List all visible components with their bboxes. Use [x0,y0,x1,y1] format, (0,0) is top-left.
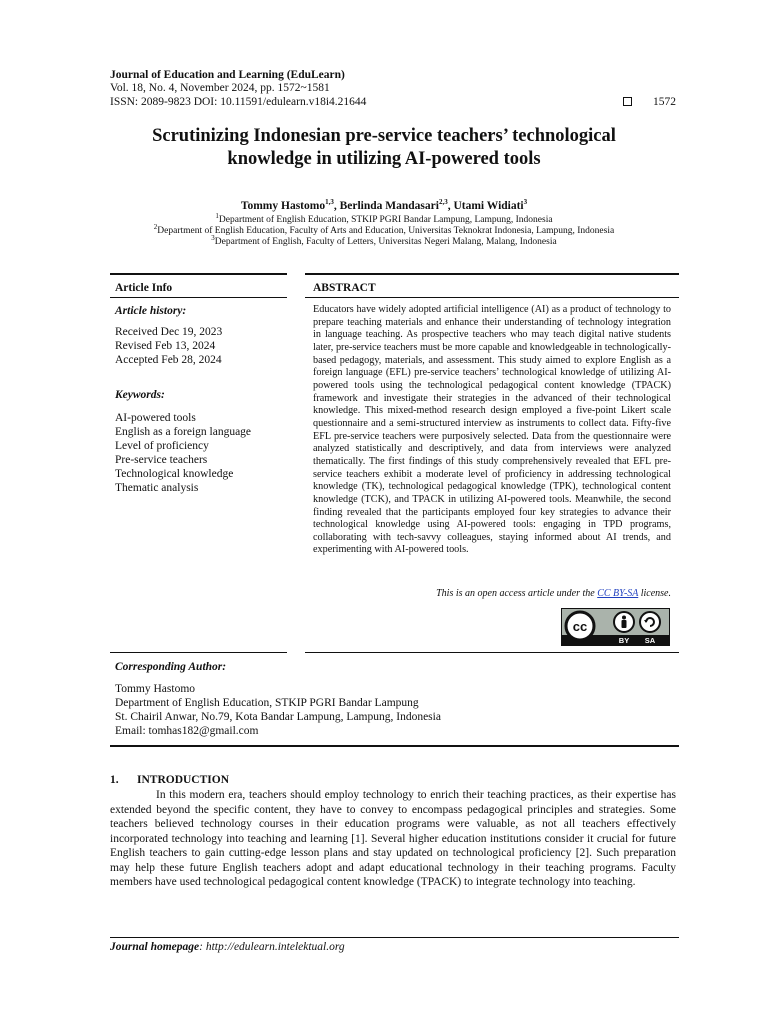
intro-number: 1. [110,774,119,786]
keyword-item: Thematic analysis [115,482,199,494]
keyword-item: Level of proficiency [115,440,209,452]
article-info-top-rule [110,273,287,275]
affiliation-sup: 3 [211,234,215,242]
affiliation-text: Department of English Education, STKIP PGRI Bandar Lampung, Lampung, Indonesia [218,215,553,226]
author-sup: 1,3 [325,198,334,206]
article-info-bottom-rule [110,652,287,653]
corresponding-line: Email: tomhas182@gmail.com [115,725,259,737]
footer-url[interactable]: : http://edulearn.intelektual.org [199,941,345,953]
corresponding-line: Tommy Hastomo [115,683,196,695]
author-list [100,198,668,212]
history-list [115,325,222,367]
paper-title [100,125,668,171]
corresponding-line: Department of English Education, STKIP PGRI Bandar Lampung [115,697,419,709]
corresponding-bottom-rule [110,745,679,747]
license-link[interactable]: CC BY-SA [597,588,639,599]
paper-title-line-2: knowledge in utilizing AI-powered tools [227,149,541,169]
article-info-heading: Article Info [115,282,173,294]
corresponding-line: St. Chairil Anwar, No.79, Kota Bandar Lampung, Lampung, Indonesia [115,711,441,723]
open-access-note [436,588,671,599]
abstract-top-rule [305,273,679,275]
cc-sa-label: SA [644,636,656,645]
history-item: Accepted Feb 28, 2024 [115,354,222,366]
author-name: Tommy Hastomo [240,199,326,212]
abstract-bottom-rule [305,652,679,653]
paper-title-line-1: Scrutinizing Indonesian pre-service teachers’ technological [152,126,616,146]
license-prefix: This is an open access article under the [436,588,598,599]
affiliation-sup: 2 [153,223,158,231]
corresponding-details [115,682,441,738]
history-item: Revised Feb 13, 2024 [115,340,216,352]
author-name: Berlinda Mandasari [339,199,439,212]
author-sep: , [447,199,454,212]
journal-volume: Vol. 18, No. 4, November 2024, pp. 1572~1581 [110,82,330,94]
abstract-rule [305,297,679,298]
svg-text:cc: cc [572,619,588,634]
page-number: 1572 [653,96,676,108]
affiliation [60,233,708,248]
license-suffix: license. [638,588,671,599]
journal-homepage [110,941,345,953]
keyword-item: Pre-service teachers [115,454,208,466]
history-heading: Article history: [115,305,187,317]
affiliation-text: Department of English Education, Faculty of Arts and Education, Universitas Teknokrat Indonesia, Lampung, Indonesia [157,226,615,237]
intro-heading: INTRODUCTION [137,774,230,786]
author-sep: , [333,199,340,212]
abstract-text: Educators have widely adopted artificial intelligence (AI) as a product of technology to prepare teaching materials and enhance their understanding of technology integration in language teaching. As prospective teachers who may teach digital native students later, pre-service teachers must be more capable and knowledgeable in technologically-based pedagogy, materials, and assessment. This study aimed to explore English as a foreign language (EFL) pre-service teachers’ technological knowledge of utilizing AI-powered tools using the technological pedagogical content knowledge (TPACK) framework and investigate their strategies in the advanced of their technological knowledge. This mixed-method research design employed a five-point Likert scale questionnaire and a semi-structured interview as instruments to collect data. Fifty-five EFL pre-service teachers were purposively selected. Data from the questionnaire were analyzed statistically and descriptively, and data from interviews were analyzed thematically. The first findings of this study comprehensively revealed that EFL pre-service teachers exhibit a moderate level of proficiency in addressing technological knowledge (TK), technological pedagogical knowledge (TPK), technological content knowledge (TCK), and TPACK in utilizing AI-powered tools. Meanwhile, the second finding revealed that the participants employed four key strategies to advance their technological knowledge using AI-powered tools: engaging in TPD programs, collaborating with tech-savvy colleagues, staying informed about AI trends, and experimenting with AI-powered tools. [313,304,671,556]
author-sup: 2,3 [438,198,448,206]
abstract-heading: ABSTRACT [313,282,376,294]
affiliation-sup: 1 [215,212,219,220]
keyword-item: English as a foreign language [115,426,252,438]
footer-label: Journal homepage [110,941,200,953]
corresponding-heading: Corresponding Author: [115,661,227,673]
square-icon [623,97,632,106]
cc-logo-icon [562,609,669,645]
journal-title: Journal of Education and Learning (EduLearn) [110,69,345,81]
history-item: Received Dec 19, 2023 [115,326,223,338]
footer-rule [110,937,679,938]
keyword-item: AI-powered tools [115,412,196,424]
cc-by-sa-badge[interactable] [561,608,670,646]
cc-by-label: BY [618,636,630,645]
journal-issn: ISSN: 2089-9823 DOI: 10.11591/edulearn.v18i4.21644 [110,96,367,108]
article-info-rule [110,297,287,298]
intro-paragraph: In this modern era, teachers should employ technology to enrich their teaching practices, as their expertise has extended beyond the specific content, they have to convey to encompass pedagogical principles and strategies. Some teachers believed technology courses in their education programs were valuable, as not all teachers effectively incorporated technology into teaching and learning [1]. Several higher education institutions consider it crucial for future English teachers to gain cutting-edge lesson plans and stay updated on technological proficiency [2]. Such preparation may help these future English teachers adopt and adapt educational technology in their teaching programs. Faculty members have used technological pedagogical content knowledge (TPACK) to integrate technology into teaching. [110,789,676,888]
keyword-item: Technological knowledge [115,468,234,480]
keywords-list [115,411,251,495]
keywords-heading: Keywords: [115,389,165,401]
author-sup: 3 [523,198,528,206]
author-name: Utami Widiati [453,199,524,212]
affiliation-text: Department of English, Faculty of Letters, Universitas Negeri Malang, Malang, Indonesia [214,237,557,248]
